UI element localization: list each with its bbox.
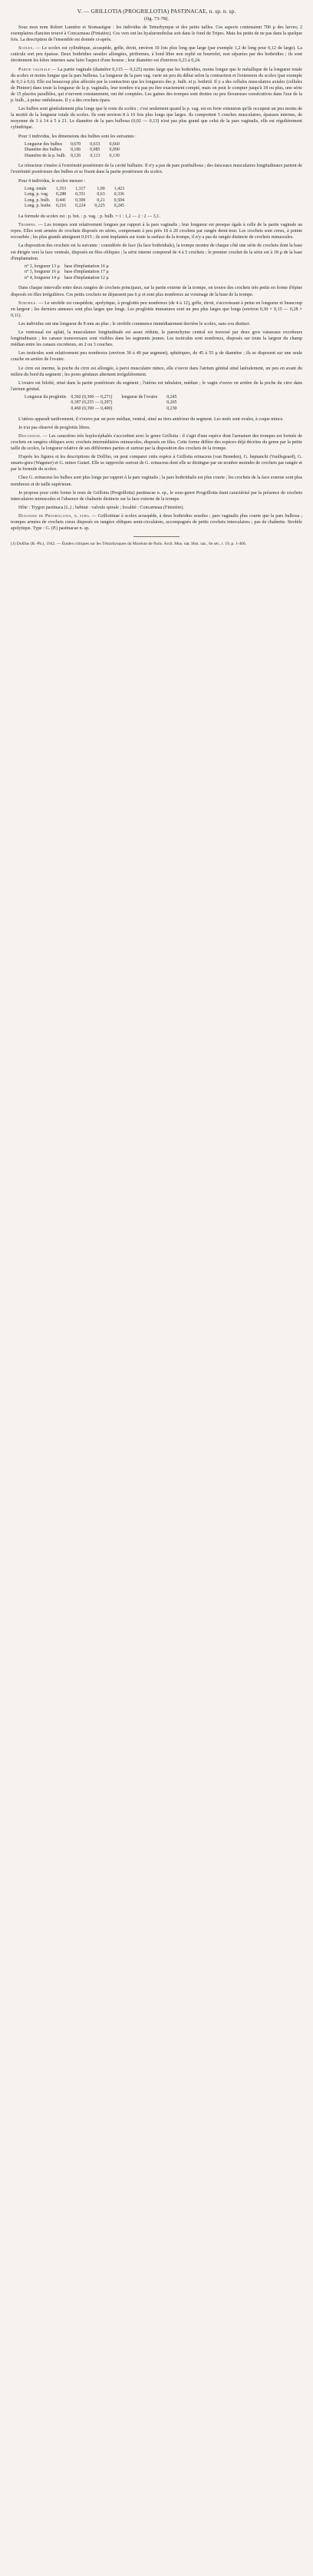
- proglottis-dimensions-body: [25, 395, 186, 413]
- hook-dimensions-body: [25, 264, 118, 282]
- table-cell: 1,353: [55, 186, 67, 191]
- subheading-pars-vaginalis: Partie vaginale: [18, 67, 51, 72]
- table-row-label: n° 4, longueur 14 µ: [25, 275, 60, 280]
- table-cell: base d'implantation 12 µ: [64, 275, 109, 280]
- table-cell: 0,460 (0,390 — 0,400): [71, 406, 113, 412]
- paragraph-cirre: Le cirre est inerme, la poche du cirre est allongée, à paroi musculaire mince, elle s'ouvre dans l'atrium génital situé latéralement, un peu en avant du milieu du bord du segment ; les pores génitaux alternent irrégulièrement.: [11, 366, 302, 377]
- table-row-label: Long. totale: [25, 186, 47, 191]
- table-cell: 0,216: [55, 204, 67, 209]
- table-row: [25, 270, 118, 276]
- table-cell: 1,90: [97, 186, 105, 191]
- table-row: [25, 192, 133, 198]
- table-row: [25, 154, 129, 160]
- table-row-label: Diamètre des bulbes: [25, 148, 62, 153]
- table-cell: 0,351: [75, 192, 86, 197]
- table-row-label: [25, 400, 71, 406]
- table-cell: 0,090: [109, 148, 120, 153]
- subheading-discussion: Discussion.: [18, 433, 41, 439]
- paragraph-crochets-intercalaires: Dans chaque intervalle entre deux rangées de crochets principaux, sur la partie externe de la trompe, on trouve des crochets très petits en forme d'épine disposés en files irrégulières. Ces petits crochets ne dépassent pas 6 µ et sont plus nombreux au voisinage de la base de la trompe.: [11, 286, 302, 297]
- table-cell: 0,336: [114, 192, 124, 197]
- table-cell: 0,126: [70, 153, 81, 158]
- table-cell: base d'implantation 17 µ: [64, 270, 109, 275]
- section-title: V. — GRILLOTIA (PROGRILLOTIA) PASTINACAE, n. sp. n. sp.: [77, 8, 236, 15]
- table-cell: 0,504: [114, 197, 124, 203]
- table-row-label: Long. p. bothr.: [25, 204, 51, 209]
- paragraph-proglottis-libres: Je n'ai pas observé de proglottis libres.: [18, 425, 91, 430]
- table-cell: 0,085: [90, 148, 100, 153]
- paragraph-trompes-text: Les trompes sont relativement longues par rapport à la pars vaginalis ; leur longueur est presque égale à celle de la partie vaginale au repos. Elles sont armées de crochets disposés en séries, comprenant à peu près 18 à 20 crochets par rangée demi-tour. Les crochets sont creux, à pointe recourbée ; les plus grands atteignent 0,015 ; ils sont implantés sur toute la surface de la trompe, il n'y a pas de rangée distincte de crochets minuscules.: [11, 223, 303, 240]
- paragraph-diagnose-text: Grillotiinae à scolex acraspéde, à deux bothridies sessiles ; pars vaginalis plus courte que la pars bulbosa ; trompes armées de crochets creux disposés en rangées obliques semi-circulaires, accompagnés de petits crochets intercalaires ; pas de chaînette. Strobile apolytique. Type : G. (P.) pastinacae n. sp.: [11, 513, 303, 532]
- scolex-dimensions-table: [25, 187, 133, 210]
- paragraph-ventousal: Le ventousal est aplati, la musculature longitudinale est assez réduite, le parenchyme central est traversé par deux gros vaisseaux excréteurs longitudinaux ; les canaux transversaux sont visibles dans les segments jeunes. Les testicules sont nombreux, disposés sur toute la largeur du champ médian entre les canaux excréteurs, en 2 ou 3 couches.: [11, 330, 302, 348]
- subheading-trompes: Trompes.: [18, 223, 37, 228]
- table-cell: 0,130: [109, 153, 120, 158]
- paragraph-hote: Hôte : Trygon pastinaca (L.) ; habitat : valvule spirale ; localité : Concarneau (Finistère).: [18, 505, 184, 510]
- table-cell: 1,423: [114, 186, 124, 191]
- paragraph-strobile: Strobile. — Le strobile est craspédote, apolytique, à proglottis peu nombreux (de 4 à 12), grêle, étroit, s'accroissant à peine en longueur et beaucoup en largeur ; les derniers anneaux sont plus larges que longs. Les proglottis immatures sont un peu plus larges que longs (environ 0,30 × 0,15 — 0,28 × 0,11).: [11, 300, 303, 318]
- table-cell: 0,300: [75, 197, 86, 203]
- table-cell: 0,224: [75, 204, 86, 209]
- table-row-label: Diamètre de la p. bulb.: [25, 153, 66, 158]
- section-heading: [11, 8, 302, 15]
- table-cell: base d'implantation 16 µ: [64, 264, 109, 269]
- subheading-strobile: Strobile.: [18, 300, 38, 306]
- paragraph-uterus: L'utérus apparaît tardivement, il s'ouvre par un pore médian, ventral, situé au tiers antérieur du segment. Les œufs sont ovales, à coque mince.: [18, 416, 284, 422]
- paragraph-testicules: Les testicules sont relativement peu nombreux (environ 30 à 40 par segment), sphériques, de 45 à 55 µ de diamètre ; ils se disposent sur une seule couche en arrière de l'ovaire.: [11, 351, 302, 363]
- table-row-label: n° 3, longueur 16 µ: [25, 270, 60, 275]
- footnote: (1) Dollfus (R.-Ph.), 1942. — Études critiques sur les Tétrarhynques du Muséum de Paris. Arch. Mus. nat. Hist. nat., 6e sér., t. 19, p. 1-466.: [11, 542, 247, 547]
- paragraph-scolex-text: Le scolex est cylindrique, acraspéde, grêle, étroit, environ 10 fois plus long que large (par exemple 1,2 de long pour 0,12 de large). La cuticule sort peu épaisse. Deux bothridies sessiles allongées, piriformes, à bord libre non replié en bourrelet, non séparées par des bothridies ; ils sont étroitement les lobes internes sans faire l'aspect d'une bourse ; leur diamètre est d'environ 0,23 à 0,24.: [11, 46, 303, 64]
- table-row-label: Long. p. bulb.: [25, 197, 51, 203]
- table-cell: 0,670: [70, 141, 81, 147]
- table-cell: 0,230: [166, 406, 177, 412]
- table-cell: 0,113: [90, 153, 100, 158]
- paragraph-pars-vaginalis: Partie vaginale — La partie vaginale (diamètre 0,115 — 0,125) moins large que les bothridies, moins longue que le métallique de la longueur totale du scolex et moins longue que la pars bulbosa. La longueur de la pars vag. varie un peu du début selon la contraction et l'extension du scolex (par exemple de 0,3 à 0,6). Elle est beaucoup plus affectée par la contraction que les longueurs des p. bulb. et p. bothrid. Il y a des cellules musculaires axiales (cellules de Pintner) dans toute la longueur de la p. vaginalis, leur nombre n'a pas pu être exactement compté, mais on peut le compter jusqu'à 18 ou plus, une série de 15 placées parallèles, qui s'ouvrent constamment, ont été comptées. Les gaines des trompes sont droites ou peu flexueuses consécutives dans l'axe de la p. bulb., à peine onduleuses. Il y a des crochets épars.: [11, 67, 302, 104]
- table-row: [25, 187, 133, 193]
- hook-dimensions-table: [25, 264, 118, 282]
- table-cell: [121, 406, 166, 413]
- paragraph-scolex-formula: La formule du scolex est : p. bot. : p. vag. : p. bulb. = 1 : 1,2 — 2 : 2 — 3,1.: [18, 214, 160, 220]
- paragraph-crochets: La disposition des crochets est la suivante : considérée de face (la face bothridiale), la trompe montre de chaque côté une série de crochets dont la base est dirigée vers la face ventrale, disposés en files obliques ; la série interne comprend de 4 à 5 crochets ; le premier crochet de la série est à 18 µ de la base d'implantation.: [11, 244, 302, 261]
- table-row: [25, 148, 129, 154]
- table-row: [25, 400, 186, 406]
- table-row-label: Longueur des bulbes: [25, 141, 63, 147]
- paragraph-strobile-text: Le strobile est craspédote, apolytique, à proglottis peu nombreux (de 4 à 12), grêle, étroit, s'accroissant à peine en longueur et beaucoup en largeur ; les derniers anneaux sont plus larges que longs. Les proglottis immatures sont un peu plus larges que longs (environ 0,30 × 0,15 — 0,28 × 0,11).: [11, 300, 303, 318]
- table-row: [25, 142, 129, 148]
- bulb-dimensions-table: [25, 142, 129, 160]
- paragraph-bulb-dimensions-intro: Pour 3 individus, les dimensions des bulbes sont les suivantes :: [18, 134, 137, 139]
- paragraph-nom-propose: Je propose pour cette forme le nom de Grillotia (Progrillotia) pastinacae n. sp., le sous-genre Progrillotia étant caractérisé par la présence de crochets intercalaires minuscules et l'absence de chaînette distincte sur la face externe de la trompe.: [11, 490, 302, 502]
- table-cell: 0,302 (0,300 — 0,271): [71, 394, 113, 399]
- paragraph-trompes: Trompes. — Les trompes sont relativement longues par rapport à la pars vaginalis ; leur longueur est presque égale à celle de la partie vaginale au repos. Elles sont armées de crochets disposés en séries, comprenant à peu près 18 à 20 crochets par rangée demi-tour. Les crochets sont creux, à pointe recourbée ; les plus grands atteignent 0,015 ; ils sont implantés sur toute la surface de la trompe, il n'y a pas de rangée distincte de crochets minuscules.: [11, 223, 303, 240]
- table-cell: 0,245: [166, 394, 177, 399]
- table-row: [25, 276, 118, 282]
- table-cell: 0,288: [55, 192, 67, 197]
- subheading-diagnose: Diagnose de Progrillotia, n. subg.: [18, 513, 91, 519]
- paragraph-retracteur: Le rétracteur s'insère à l'extrémité postérieure de la cavité bulbaire. Il n'y a pas de pars postbulbosa ; des faisceaux musculaires longitudinaux partent de l'extrémité postérieure des bulbes et se fixent dans la partie postérieure du scolex.: [11, 164, 302, 175]
- table-cell: 0,63: [97, 192, 105, 197]
- table-cell: 1,317: [75, 186, 86, 191]
- paragraph-longueur: Les individus ont une longueur de 8 mm au plus ; le strobile commence immédiatement derrière le scolex, sans cou distinct.: [18, 321, 251, 327]
- paragraph-scolex-measures-intro: Pour 4 individus, le scolex mesure :: [18, 178, 86, 184]
- table-cell: 0,441: [55, 197, 67, 203]
- scolex-dimensions-body: [25, 187, 133, 210]
- table-row: [25, 204, 133, 210]
- paragraph-ovaire: L'ovaire est bilobé, situé dans la partie postérieure du segment ; l'utérus est tubulaire, médian ; le vagin s'ouvre en arrière de la poche du cirre dans l'atrium génital.: [11, 380, 302, 392]
- table-cell: 0,265: [166, 400, 177, 406]
- footnote-divider: [133, 536, 180, 537]
- paragraph-bulbes: Les bulbes sont généralement plus longs que le reste du scolex ; c'est seulement quand la p. vag. est en forte extension qu'ils occupent un peu moins de la moitié de la longueur totale du scolex. Ils sont environ 8 à 10 fois plus longs que larges. Ils comportent 5 couches musculaires, épaisses internes, de moyenne de 3 à 14 à 5 à 21. Le diamètre de la pars bulbosa (0,02 — 0,13) n'est pas plus grand que celui de la pars vaginalis, elle est régulièrement cylindrique.: [11, 107, 302, 131]
- paragraph-comparaison: D'après les figures et les descriptions de Dollfus, on peut comparer cette espèce à Grillotia erinaceus (van Beneden), G. heptanchi (Vaullegeard), G. smaris-gora (Wagener) et G. minor Guiart. Elle se rapproche surtout de G. erinaceus dont elle se distingue par un nombre moindre de crochets par rangée et par la formule du scolex.: [11, 455, 302, 472]
- table-row: [25, 406, 186, 413]
- proglottis-dimensions-table: [25, 395, 186, 413]
- table-row: [25, 198, 133, 204]
- table-cell: longueur de l'ovaire: [121, 394, 158, 399]
- table-cell: [121, 400, 166, 406]
- table-row-label: [25, 406, 71, 413]
- subheading-scolex: Scolex.: [18, 46, 35, 51]
- paragraph-erinaceus: Chez G. erinaceus les bulbes sont plus longs par rapport à la pars vaginalis ; la pars bothridialis est plus courte ; les crochets de la face externe sont plus nombreux et de taille supérieure.: [11, 476, 302, 487]
- table-cell: 0,21: [97, 197, 105, 203]
- paragraph-discussion: Discussion. — Les caractères très hoplocéphalés s'accordent avec le genre Grillotia : il s'agit d'une espèce dont l'armature des trompes est formée de crochets en rangées obliques avec crochets intermédiaires minuscules, disposés en files. Cette forme diffère des espèces déjà décrites du genre par la petite taille du scolex, la longueur relative de ses différentes parties et surtout par la disposition des crochets de la trompe.: [11, 433, 303, 452]
- table-cell: 0,387 (0,255 — 0,297): [71, 400, 113, 406]
- table-cell: 0,245: [114, 204, 124, 209]
- table-cell: 0,660: [109, 141, 120, 147]
- figure-reference: (fig. 73-78).: [143, 16, 170, 22]
- table-cell: 0,106: [70, 148, 81, 153]
- table-cell: 0,633: [90, 141, 100, 147]
- bulb-dimensions-body: [25, 142, 129, 160]
- paragraph-diagnose: Diagnose de Progrillotia, n. subg. — Grillotiinae à scolex acraspéde, à deux bothridies sessiles ; pars vaginalis plus courte que la pars bulbosa ; trompes armées de crochets creux disposés en rangées obliques semi-circulaires, accompagnés de petits crochets intercalaires ; pas de chaînette. Strobile apolytique. Type : G. (P.) pastinacae n. sp.: [11, 513, 303, 532]
- table-cell: 0,225: [94, 204, 105, 209]
- paragraph-scolex: Scolex. — Le scolex est cylindrique, acraspéde, grêle, étroit, environ 10 fois plus long que large (par exemple 1,2 de long pour 0,12 de large). La cuticule sort peu épaisse. Deux bothridies sessiles allongées, piriformes, à bord libre non replié en bourrelet, non séparées par des bothridies ; ils sont étroitement les lobes internes sans faire l'aspect d'une bourse ; leur diamètre est d'environ 0,23 à 0,24.: [11, 46, 303, 64]
- intro-paragraph: Sous mon nom Robert Lumière et Stomastigue : les individus de Tetrarhynque et des petits tailles. Ces aspects contenaient 700 µ des larves; 2 exemplaires d'ancien trouvé à Concarneau (Finistère). Ces vers ont les hyaluronobolus soit dans le fond du Tripes. Mais les petits de ne pas dans la quelque fois. La description de l'ensemble est donnée ci-après.: [11, 25, 302, 43]
- table-row-label: Longueur du proglottis: [25, 394, 67, 399]
- paragraph-discussion-text: Les caractères très hoplocéphalés s'accordent avec le genre Grillotia : il s'agit d'une espèce dont l'armature des trompes est formée de crochets en rangées obliques avec crochets intermédiaires minuscules, disposés en files. Cette forme diffère des espèces déjà décrites du genre par la petite taille du scolex, la longueur relative de ses différentes parties et surtout par la disposition des crochets de la trompe.: [11, 433, 303, 452]
- table-row-label: Long. p. vag.: [25, 192, 49, 197]
- table-row-label: n° 2, longueur 13 µ: [25, 264, 60, 269]
- paragraph-pars-vaginalis-text: La partie vaginale (diamètre 0,115 — 0,125) moins large que les bothridies, moins longue que le métallique de la longueur totale du scolex et moins longue que la pars bulbosa. La longueur de la pars vag. varie un peu du début selon la contraction et l'extension du scolex (par exemple de 0,3 à 0,6). Elle est beaucoup plus affectée par la contraction que les longueurs des p. bulb. et p. bothrid. Il y a des cellules musculaires axiales (cellules de Pintner) dans toute la longueur de la p. vaginalis, leur nombre n'a pas pu être exactement compté, mais on peut le compter jusqu'à 18 ou plus, une série de 15 placées parallèles, qui s'ouvrent constamment, ont été comptées. Les gaines des trompes sont droites ou peu flexueuses consécutives dans l'axe de la p. bulb., à peine onduleuses. Il y a des crochets épars.: [11, 67, 302, 104]
